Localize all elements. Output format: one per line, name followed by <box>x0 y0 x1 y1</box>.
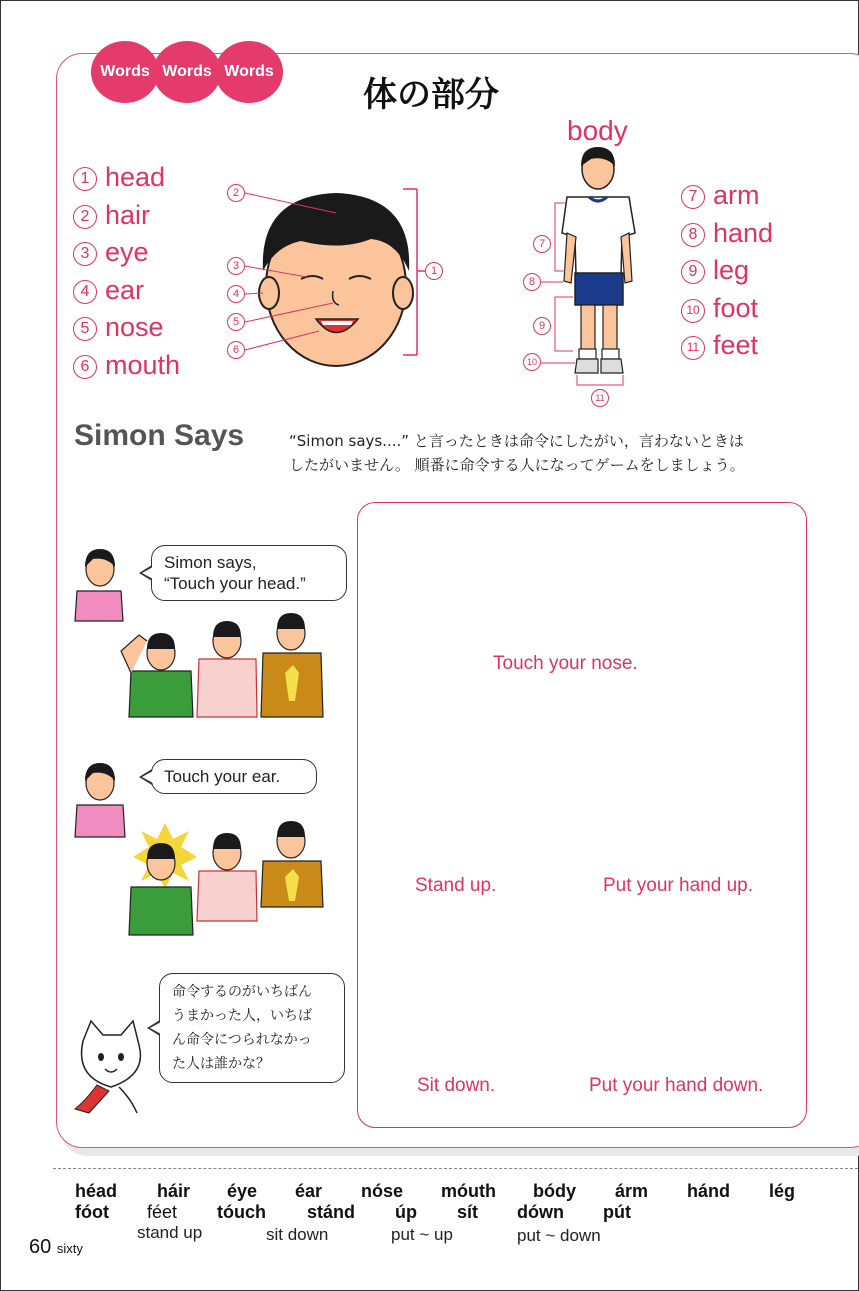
commands-box <box>357 502 807 1128</box>
speech-bubble-simon-says: Simon says, “Touch your head.” <box>151 545 347 601</box>
callout-4: 4 <box>227 285 245 303</box>
command-sit-down: Sit down. <box>417 1075 496 1096</box>
page-number: 60 sixty <box>29 1236 83 1258</box>
vocab-word: pút <box>603 1202 631 1222</box>
body-label: body <box>567 115 628 146</box>
vocab-word: éye <box>227 1181 258 1201</box>
speech-bubble-cat: 命令するのがいちばん うまかった人，いちば ん命令につられなかっ た人は誰かな？ <box>159 973 345 1083</box>
word-item: 8 hand <box>681 215 773 253</box>
vocab-word: árm <box>615 1181 649 1201</box>
word-item: 9 leg <box>681 252 773 290</box>
vocab-phrase: stand up <box>137 1223 203 1242</box>
vocab-word: móuth <box>441 1181 496 1201</box>
word-item: 7 arm <box>681 177 773 215</box>
vocab-word: féet <box>147 1202 178 1222</box>
vocab-word: héad <box>75 1181 118 1201</box>
callout-6: 6 <box>227 341 245 359</box>
callout-11: 11 <box>591 389 609 407</box>
vocab-word: tóuch <box>217 1202 266 1222</box>
speech-bubble-touch-ear: Touch your ear. <box>151 759 317 794</box>
cat-illustration <box>75 1021 140 1113</box>
vocab-word: fóot <box>75 1202 109 1222</box>
girl-speaker-2 <box>75 763 125 837</box>
vocab-phrase: sit down <box>266 1225 329 1244</box>
vocab-word: éar <box>295 1181 323 1201</box>
word-item: 1 head <box>73 159 180 197</box>
callout-9: 9 <box>533 317 551 335</box>
callout-3: 3 <box>227 257 245 275</box>
callout-7: 7 <box>533 235 551 253</box>
word-item: 4 ear <box>73 272 180 310</box>
callout-5: 5 <box>227 313 245 331</box>
word-item: 2 hair <box>73 197 180 235</box>
vocab-word: bódy <box>533 1181 576 1201</box>
vocab-phrase: put ~ down <box>517 1226 601 1245</box>
command-hand-down: Put your hand down. <box>589 1075 764 1096</box>
vocab-word: dówn <box>517 1202 564 1222</box>
word-item: 6 mouth <box>73 347 180 385</box>
simon-says-title: Simon Says <box>74 419 245 452</box>
command-touch-nose: Touch your nose. <box>493 653 638 674</box>
vocab-word: nóse <box>361 1181 404 1201</box>
callout-2: 2 <box>227 184 245 202</box>
girl-speaker-1 <box>75 549 123 621</box>
group-touching-heads <box>121 613 323 717</box>
word-item: 3 eye <box>73 234 180 272</box>
vocab-word: úp <box>395 1202 417 1222</box>
group-touching-ears <box>129 821 323 935</box>
callout-8: 8 <box>523 273 541 291</box>
footer-divider <box>53 1168 858 1169</box>
words-badge: Words <box>91 41 159 103</box>
vocab-word: stánd <box>307 1202 356 1222</box>
words-badge: Words <box>215 41 283 103</box>
word-item: 11 feet <box>681 327 773 365</box>
simon-says-description: “Simon says....” と言ったときは命令にしたがい，言わないときは したがいません。 順番に命令する人になってゲームをしましょう。 <box>289 432 745 474</box>
word-item: 10 foot <box>681 290 773 328</box>
vocab-word: sít <box>457 1202 479 1222</box>
boy-figure <box>541 147 635 385</box>
command-stand-up: Stand up. <box>415 875 497 896</box>
vocab-word: lég <box>769 1181 796 1201</box>
vocab-phrase: put ~ up <box>391 1225 453 1244</box>
callout-1: 1 <box>425 262 443 280</box>
vocab-word: hánd <box>687 1181 730 1201</box>
vocab-word: háir <box>157 1181 191 1201</box>
page-title: 体の部分 <box>363 75 499 115</box>
words-badge: Words <box>153 41 221 103</box>
callout-10: 10 <box>523 353 541 371</box>
command-hand-up: Put your hand up. <box>603 875 753 896</box>
face-illustration <box>245 189 425 366</box>
word-item: 5 nose <box>73 309 180 347</box>
